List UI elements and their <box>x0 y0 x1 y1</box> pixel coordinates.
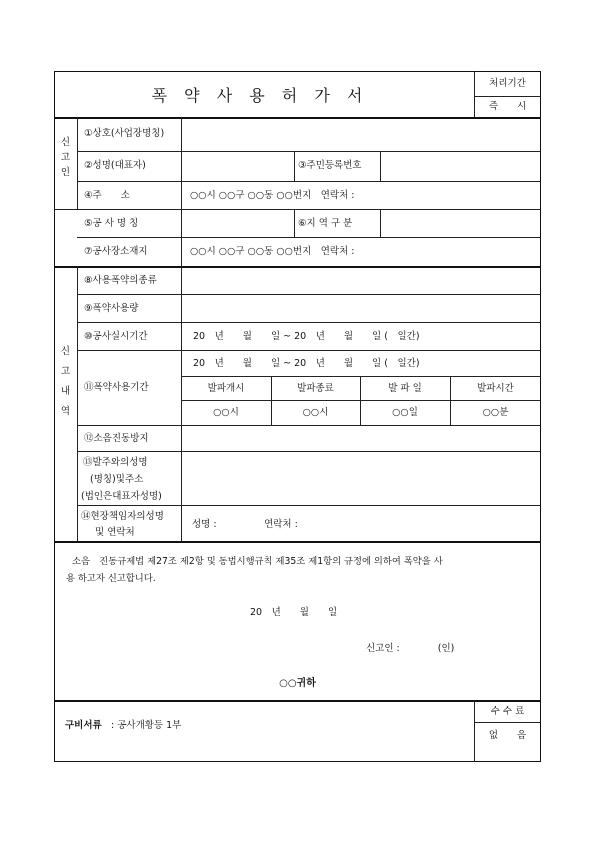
resident-number-label: ③주민등록번호 <box>298 160 362 171</box>
blaster-label-line1: ⑬발주와의성명 <box>83 457 148 468</box>
rule <box>77 181 541 182</box>
explosive-type-field[interactable] <box>182 268 540 293</box>
explosive-amount-field[interactable] <box>182 295 540 321</box>
representative-name-field[interactable] <box>182 152 293 180</box>
rule <box>77 266 78 541</box>
rule <box>54 541 541 543</box>
noise-prevention-label: ⑫소음진동방지 <box>84 433 149 444</box>
rule <box>77 117 78 209</box>
work-period-value[interactable]: 20 년 월 일 ~ 20 년 월 일 ( 일간) <box>193 331 420 342</box>
blast-start-header: 발파개시 <box>207 383 245 394</box>
site-location-value[interactable]: ○○시 ○○구 ○○동 ○○번지 연락처 : <box>190 246 355 257</box>
applicant-section-label: 신 고 인 <box>60 137 71 179</box>
blast-time-header: 발파시간 <box>477 383 514 394</box>
region-label: ⑥지 역 구 분 <box>298 218 353 229</box>
rule <box>294 209 295 237</box>
work-period-label: ⑩공사실시기간 <box>84 331 148 342</box>
declaration-line1: 소음 진동규제법 제27조 제2항 및 동법시행규칙 제35조 제1항의 규정에 의하여 폭약을 사 <box>72 556 443 567</box>
fee-value: 없 음 <box>488 730 527 741</box>
company-name-field[interactable] <box>182 118 540 150</box>
blast-day-value[interactable]: ○○일 <box>392 407 418 418</box>
fee-label: 수 수 료 <box>490 706 525 717</box>
representative-name-label: ②성명(대표자) <box>84 160 146 171</box>
recipient: ○○귀하 <box>279 678 316 689</box>
declarant-signature[interactable]: 신고인 : (인) <box>366 643 455 654</box>
blast-time-value[interactable]: ○○분 <box>482 407 509 418</box>
processing-period-label: 처리기간 <box>489 78 526 89</box>
rule <box>474 96 541 97</box>
address-value[interactable]: ○○시 ○○구 ○○동 ○○번지 연락처 : <box>190 190 355 201</box>
address-label: ④주 소 <box>84 190 130 201</box>
manager-label-line1: ⑭현장책임자의성명 <box>81 511 164 522</box>
required-docs-value: : 공사개황등 1부 <box>111 720 182 731</box>
explosive-type-label: ⑧사용폭약의종류 <box>84 275 157 286</box>
explosive-amount-label: ⑨폭약사용량 <box>84 303 139 314</box>
rule <box>77 322 541 323</box>
rule <box>77 237 541 238</box>
use-period-label: ⑪폭약사용기간 <box>84 382 149 393</box>
blaster-info-field[interactable] <box>182 452 540 504</box>
site-name-label: ⑤공 사 명 칭 <box>84 218 139 229</box>
blaster-label-line3: (법인은대표자성명) <box>81 491 162 502</box>
resident-number-field[interactable] <box>381 152 540 180</box>
blaster-label-line2: (명칭)및주소 <box>90 474 144 485</box>
rule <box>181 400 541 401</box>
use-period-value[interactable]: 20 년 월 일 ~ 20 년 월 일 ( 일간) <box>193 358 420 369</box>
manager-value[interactable]: 성명 : 연락처 : <box>192 519 298 530</box>
site-name-field[interactable] <box>182 210 293 236</box>
manager-label-line2: 및 연락처 <box>95 527 135 538</box>
rule <box>474 722 541 723</box>
blast-day-header: 발 파 일 <box>388 383 422 394</box>
rule <box>294 151 295 181</box>
processing-period-value: 즉 시 <box>488 101 527 112</box>
declaration-line2: 용 하고자 신고합니다. <box>66 573 156 584</box>
rule <box>54 700 541 702</box>
form-title: 폭 약 사 용 허 가 서 <box>151 86 369 105</box>
rule <box>77 505 541 506</box>
blast-start-value[interactable]: ○○시 <box>213 407 239 418</box>
rule <box>181 376 541 377</box>
declaration-date[interactable]: 20 년 월 일 <box>250 607 338 618</box>
rule <box>77 350 541 351</box>
site-location-label: ⑦공사장소재지 <box>84 246 148 257</box>
region-field[interactable] <box>381 210 540 236</box>
company-name-label: ①상호(사업장명칭) <box>84 128 165 139</box>
blast-end-header: 발파종료 <box>297 383 334 394</box>
blast-end-value[interactable]: ○○시 <box>302 407 329 418</box>
details-section-label: 신 고 내 역 <box>60 346 71 417</box>
required-docs-label: 구비서류 <box>65 720 102 731</box>
noise-prevention-field[interactable] <box>182 426 540 450</box>
